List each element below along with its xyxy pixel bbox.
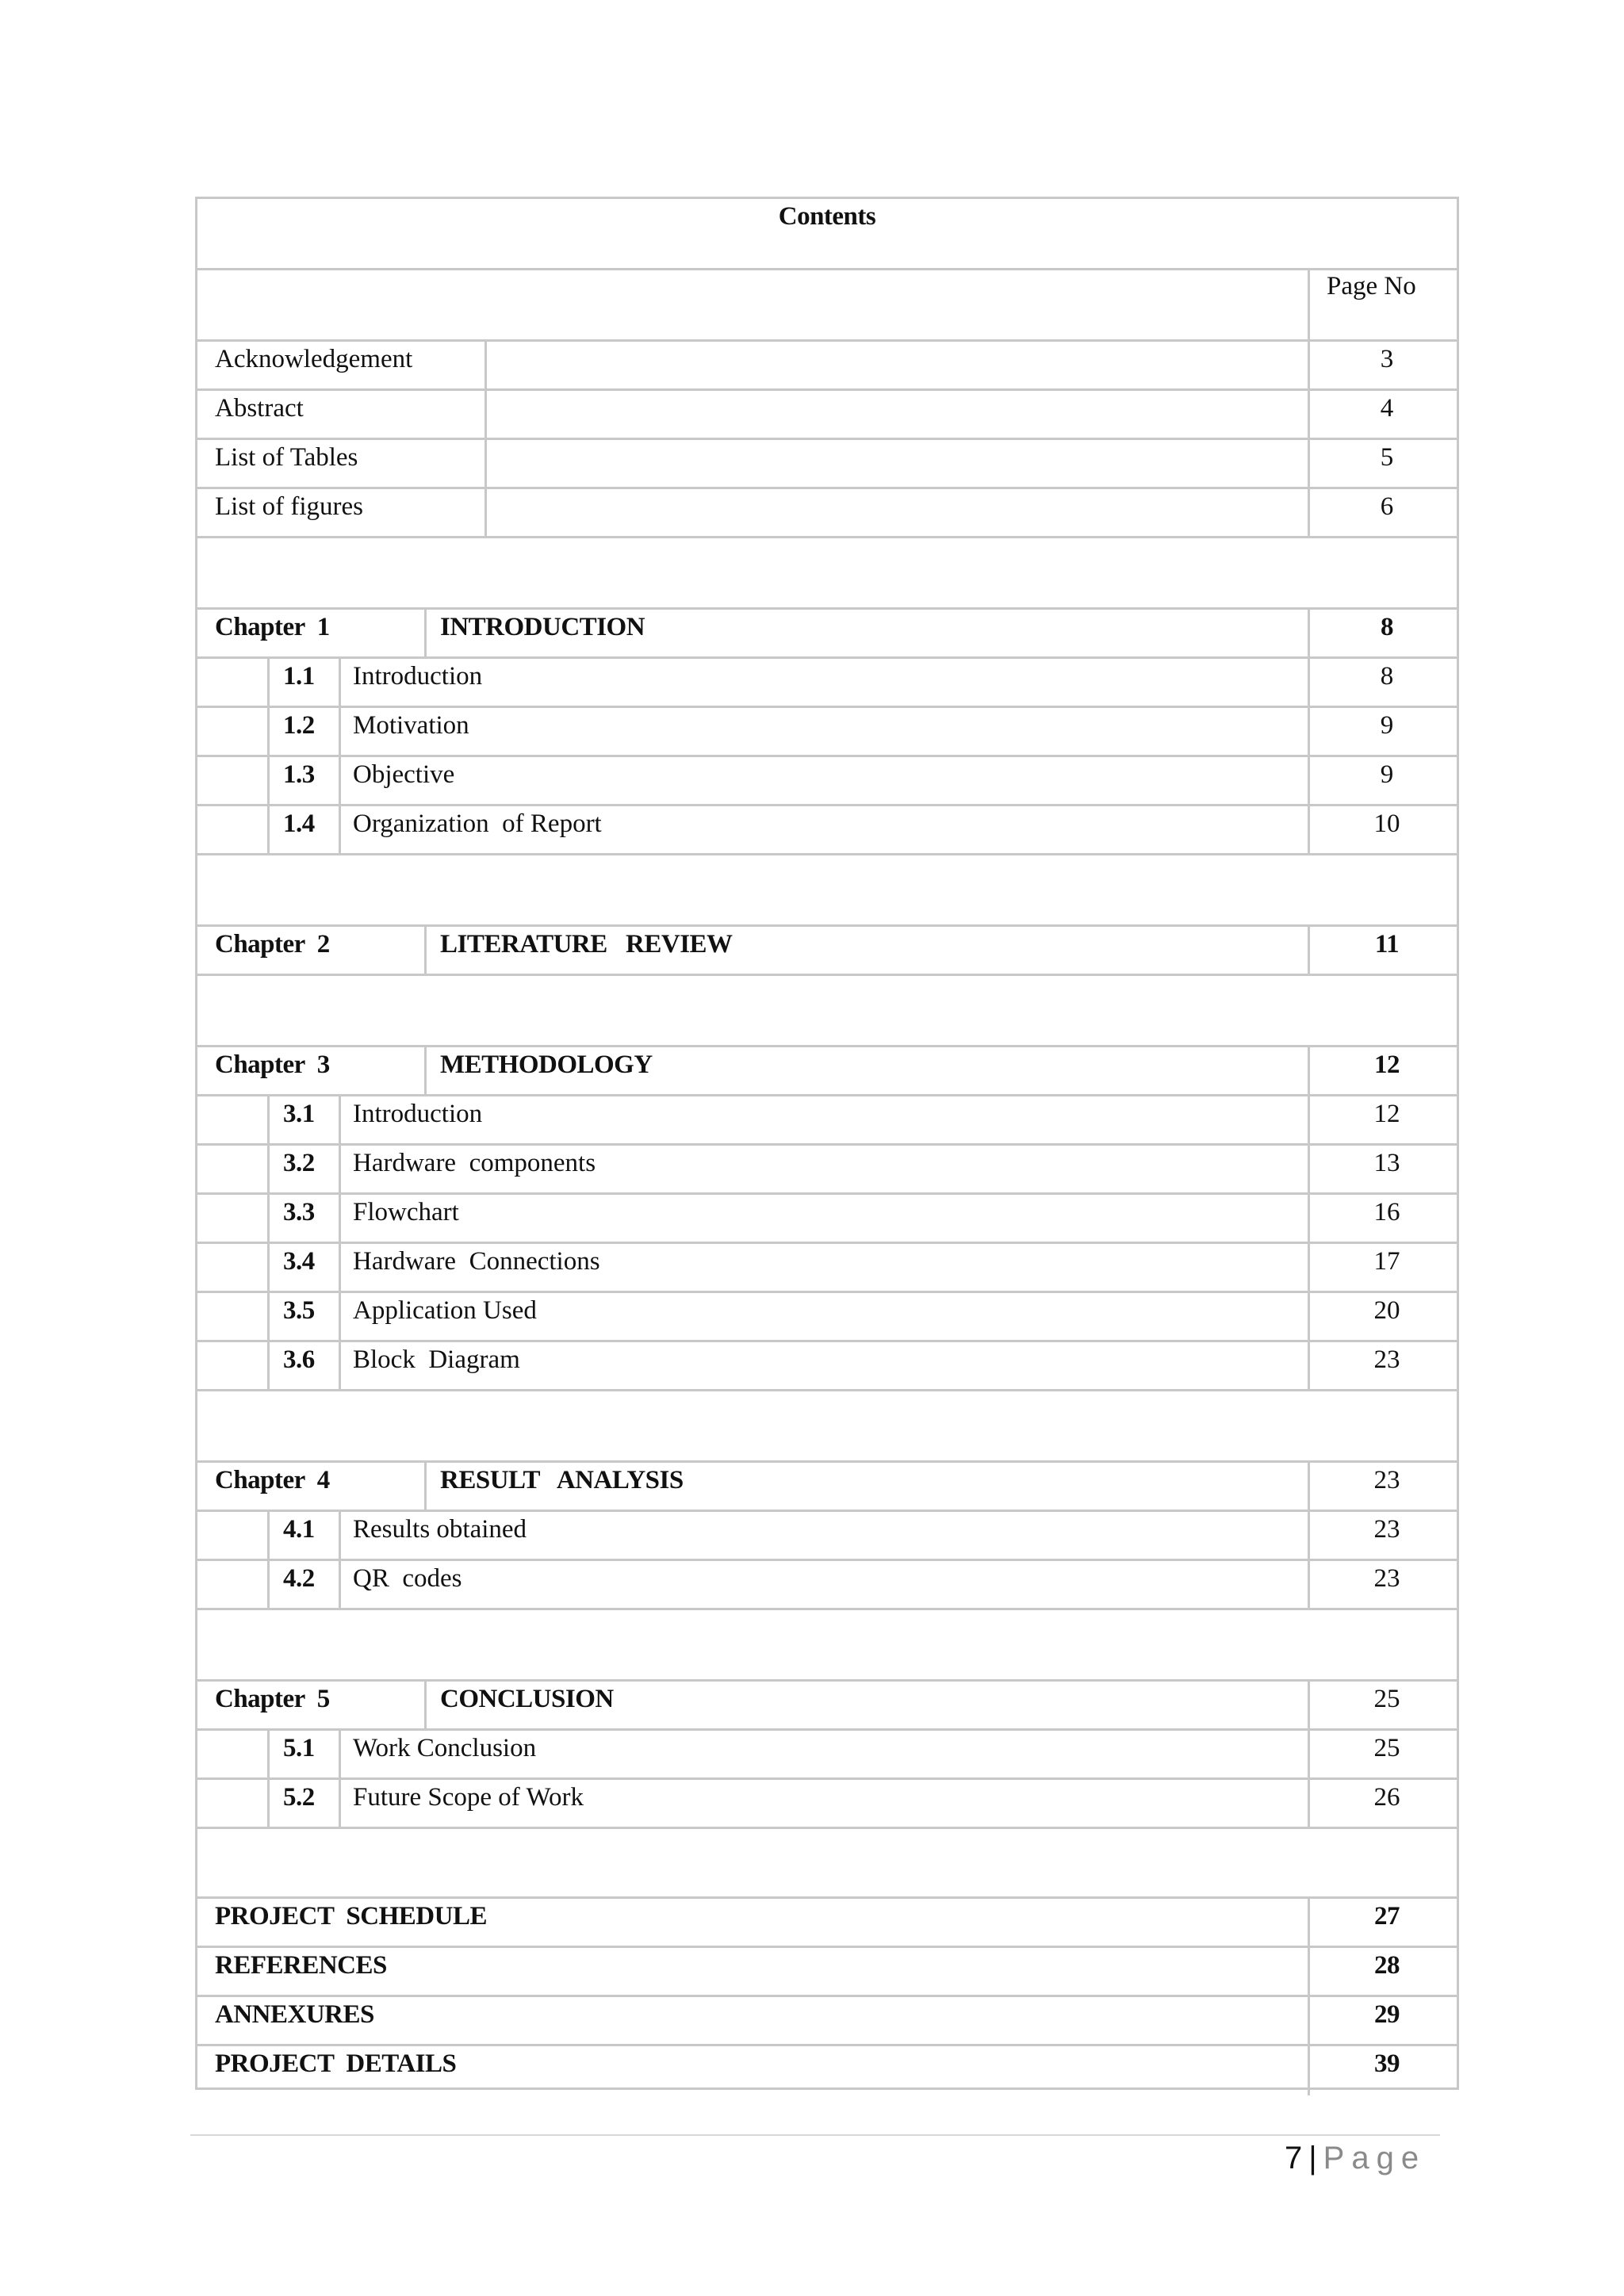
column-divider [1308, 708, 1310, 755]
section-row [197, 1244, 1457, 1293]
section-title: Hardware Connections [353, 1247, 600, 1276]
section-title: Future Scope of Work [353, 1783, 584, 1812]
column-divider [267, 1244, 270, 1291]
column-divider [1308, 1561, 1310, 1608]
section-number: 4.1 [283, 1515, 315, 1544]
section-page: 16 [1373, 1198, 1400, 1226]
section-row [197, 1146, 1457, 1195]
section-page: 12 [1373, 1100, 1400, 1128]
column-divider [339, 1244, 341, 1291]
column-divider [267, 708, 270, 755]
column-divider [267, 1561, 270, 1608]
front-matter-row [197, 391, 1457, 440]
section-row [197, 1731, 1457, 1780]
chapter-row [197, 1463, 1457, 1512]
column-divider [339, 757, 341, 804]
section-title: Organization of Report [353, 809, 602, 838]
section-title: Application Used [353, 1296, 537, 1325]
section-page: 26 [1373, 1783, 1400, 1812]
section-number: 3.2 [283, 1149, 315, 1177]
entry-page: 27 [1374, 1902, 1400, 1931]
entry-page: 29 [1374, 2000, 1400, 2029]
entry-label: Abstract [215, 394, 304, 423]
column-divider [267, 806, 270, 853]
chapter-number: Chapter 5 [215, 1685, 330, 1713]
section-title: Hardware components [353, 1149, 596, 1177]
section-row [197, 1195, 1457, 1244]
section-number: 3.1 [283, 1100, 315, 1128]
footer-separator: | [1308, 2141, 1317, 2175]
section-title: Flowchart [353, 1198, 459, 1226]
chapter-number: Chapter 3 [215, 1050, 330, 1079]
section-page: 23 [1373, 1345, 1400, 1374]
column-divider [1308, 1731, 1310, 1777]
column-divider [1308, 1244, 1310, 1291]
entry-label: List of figures [215, 492, 363, 521]
section-number: 5.2 [283, 1783, 315, 1812]
entry-label: REFERENCES [215, 1951, 387, 1980]
page-no-label: Page No [1327, 272, 1416, 300]
column-divider [1308, 1047, 1310, 1094]
section-page: 13 [1373, 1149, 1400, 1177]
column-divider [1308, 927, 1310, 974]
section-number: 1.3 [283, 760, 315, 789]
section-page: 20 [1373, 1296, 1400, 1325]
back-matter-row [197, 1948, 1457, 1997]
section-number: 1.2 [283, 711, 315, 740]
chapter-number: Chapter 4 [215, 1466, 330, 1494]
column-divider [267, 1146, 270, 1192]
entry-page: 6 [1380, 492, 1394, 521]
chapter-row [197, 1682, 1457, 1731]
section-title: Block Diagram [353, 1345, 520, 1374]
spacer-row [197, 538, 1457, 610]
column-divider [339, 1293, 341, 1340]
column-divider [1308, 270, 1310, 339]
column-divider [1308, 342, 1310, 388]
entry-page: 3 [1380, 345, 1394, 373]
chapter-row [197, 1047, 1457, 1096]
column-divider [1308, 1899, 1310, 1946]
section-page: 9 [1380, 711, 1394, 740]
column-divider [1308, 1780, 1310, 1827]
front-matter-row [197, 342, 1457, 391]
section-number: 1.4 [283, 809, 315, 838]
column-divider [1308, 610, 1310, 656]
column-divider [339, 708, 341, 755]
section-row [197, 757, 1457, 806]
column-divider [1308, 1342, 1310, 1389]
column-divider [1308, 1682, 1310, 1728]
column-divider [267, 1096, 270, 1143]
section-row [197, 1512, 1457, 1561]
page-no-header-row [197, 270, 1457, 342]
chapter-title: CONCLUSION [440, 1685, 614, 1713]
column-divider [339, 1731, 341, 1777]
chapter-title: LITERATURE REVIEW [440, 930, 733, 959]
back-matter-row [197, 2046, 1457, 2095]
section-title: Introduction [353, 662, 483, 691]
column-divider [1308, 757, 1310, 804]
contents-table [195, 197, 1459, 2090]
column-divider [424, 1463, 427, 1510]
column-divider [339, 1780, 341, 1827]
chapter-page: 23 [1373, 1466, 1400, 1494]
page-number: 7 [1285, 2141, 1303, 2175]
chapter-page: 25 [1373, 1685, 1400, 1713]
column-divider [267, 757, 270, 804]
spacer-row [197, 1610, 1457, 1682]
spacer-row [197, 1829, 1457, 1899]
column-divider [485, 391, 487, 438]
entry-label: Acknowledgement [215, 345, 413, 373]
section-page: 9 [1380, 760, 1394, 789]
column-divider [339, 1342, 341, 1389]
section-row [197, 1780, 1457, 1829]
column-divider [485, 489, 487, 536]
spacer-row [197, 1391, 1457, 1463]
column-divider [267, 1731, 270, 1777]
column-divider [485, 342, 487, 388]
column-divider [267, 1293, 270, 1340]
column-divider [339, 806, 341, 853]
section-number: 3.3 [283, 1198, 315, 1226]
section-number: 4.2 [283, 1564, 315, 1593]
section-title: Work Conclusion [353, 1734, 537, 1762]
chapter-page: 8 [1381, 613, 1393, 641]
column-divider [339, 1195, 341, 1242]
section-number: 3.4 [283, 1247, 315, 1276]
section-title: Introduction [353, 1100, 483, 1128]
chapter-row [197, 927, 1457, 976]
entry-page: 5 [1380, 443, 1394, 472]
column-divider [1308, 1195, 1310, 1242]
column-divider [1308, 806, 1310, 853]
chapter-page: 12 [1374, 1050, 1400, 1079]
entry-label: List of Tables [215, 443, 358, 472]
section-row [197, 806, 1457, 855]
column-divider [267, 1342, 270, 1389]
section-number: 3.6 [283, 1345, 315, 1374]
front-matter-row [197, 489, 1457, 538]
section-page: 8 [1380, 662, 1394, 691]
section-title: Results obtained [353, 1515, 527, 1544]
column-divider [1308, 1293, 1310, 1340]
entry-page: 4 [1380, 394, 1394, 423]
column-divider [1308, 1146, 1310, 1192]
section-title: Objective [353, 760, 455, 789]
page-footer [1285, 2141, 1426, 2176]
column-divider [339, 1096, 341, 1143]
entry-page: 39 [1374, 2049, 1400, 2078]
section-row [197, 708, 1457, 757]
chapter-number: Chapter 1 [215, 613, 330, 641]
column-divider [339, 1146, 341, 1192]
spacer-row [197, 855, 1457, 927]
chapter-title: INTRODUCTION [440, 613, 645, 641]
section-row [197, 1561, 1457, 1610]
column-divider [339, 659, 341, 706]
section-number: 1.1 [283, 662, 315, 691]
chapter-number: Chapter 2 [215, 930, 330, 959]
column-divider [1308, 1997, 1310, 2044]
section-page: 17 [1373, 1247, 1400, 1276]
spacer-row [197, 976, 1457, 1047]
page-word: Page [1323, 2141, 1427, 2175]
column-divider [1308, 1948, 1310, 1995]
column-divider [1308, 1463, 1310, 1510]
footer-divider [190, 2134, 1440, 2136]
column-divider [1308, 489, 1310, 536]
column-divider [1308, 391, 1310, 438]
column-divider [1308, 1512, 1310, 1559]
column-divider [1308, 659, 1310, 706]
entry-label: PROJECT SCHEDULE [215, 1902, 487, 1931]
column-divider [424, 1047, 427, 1094]
section-row [197, 1342, 1457, 1391]
chapter-title: RESULT ANALYSIS [440, 1466, 684, 1494]
column-divider [339, 1561, 341, 1608]
back-matter-row [197, 1997, 1457, 2046]
column-divider [424, 927, 427, 974]
chapter-title: METHODOLOGY [440, 1050, 653, 1079]
entry-label: PROJECT DETAILS [215, 2049, 457, 2078]
column-divider [267, 1512, 270, 1559]
section-row [197, 1096, 1457, 1146]
column-divider [424, 1682, 427, 1728]
column-divider [1308, 440, 1310, 487]
section-row [197, 659, 1457, 708]
section-page: 23 [1373, 1564, 1400, 1593]
section-title: Motivation [353, 711, 469, 740]
entry-label: ANNEXURES [215, 2000, 374, 2029]
section-number: 3.5 [283, 1296, 315, 1325]
contents-heading-row [197, 199, 1457, 270]
entry-page: 28 [1374, 1951, 1400, 1980]
column-divider [267, 1780, 270, 1827]
section-page: 23 [1373, 1515, 1400, 1544]
column-divider [267, 1195, 270, 1242]
section-row [197, 1293, 1457, 1342]
column-divider [485, 440, 487, 487]
column-divider [1308, 2046, 1310, 2095]
chapter-row [197, 610, 1457, 659]
column-divider [267, 659, 270, 706]
chapter-page: 11 [1374, 930, 1400, 959]
section-page: 10 [1373, 809, 1400, 838]
back-matter-row [197, 1899, 1457, 1948]
front-matter-row [197, 440, 1457, 489]
column-divider [424, 610, 427, 656]
contents-heading: Contents [778, 202, 876, 231]
column-divider [339, 1512, 341, 1559]
section-number: 5.1 [283, 1734, 315, 1762]
section-title: QR codes [353, 1564, 462, 1593]
column-divider [1308, 1096, 1310, 1143]
section-page: 25 [1373, 1734, 1400, 1762]
